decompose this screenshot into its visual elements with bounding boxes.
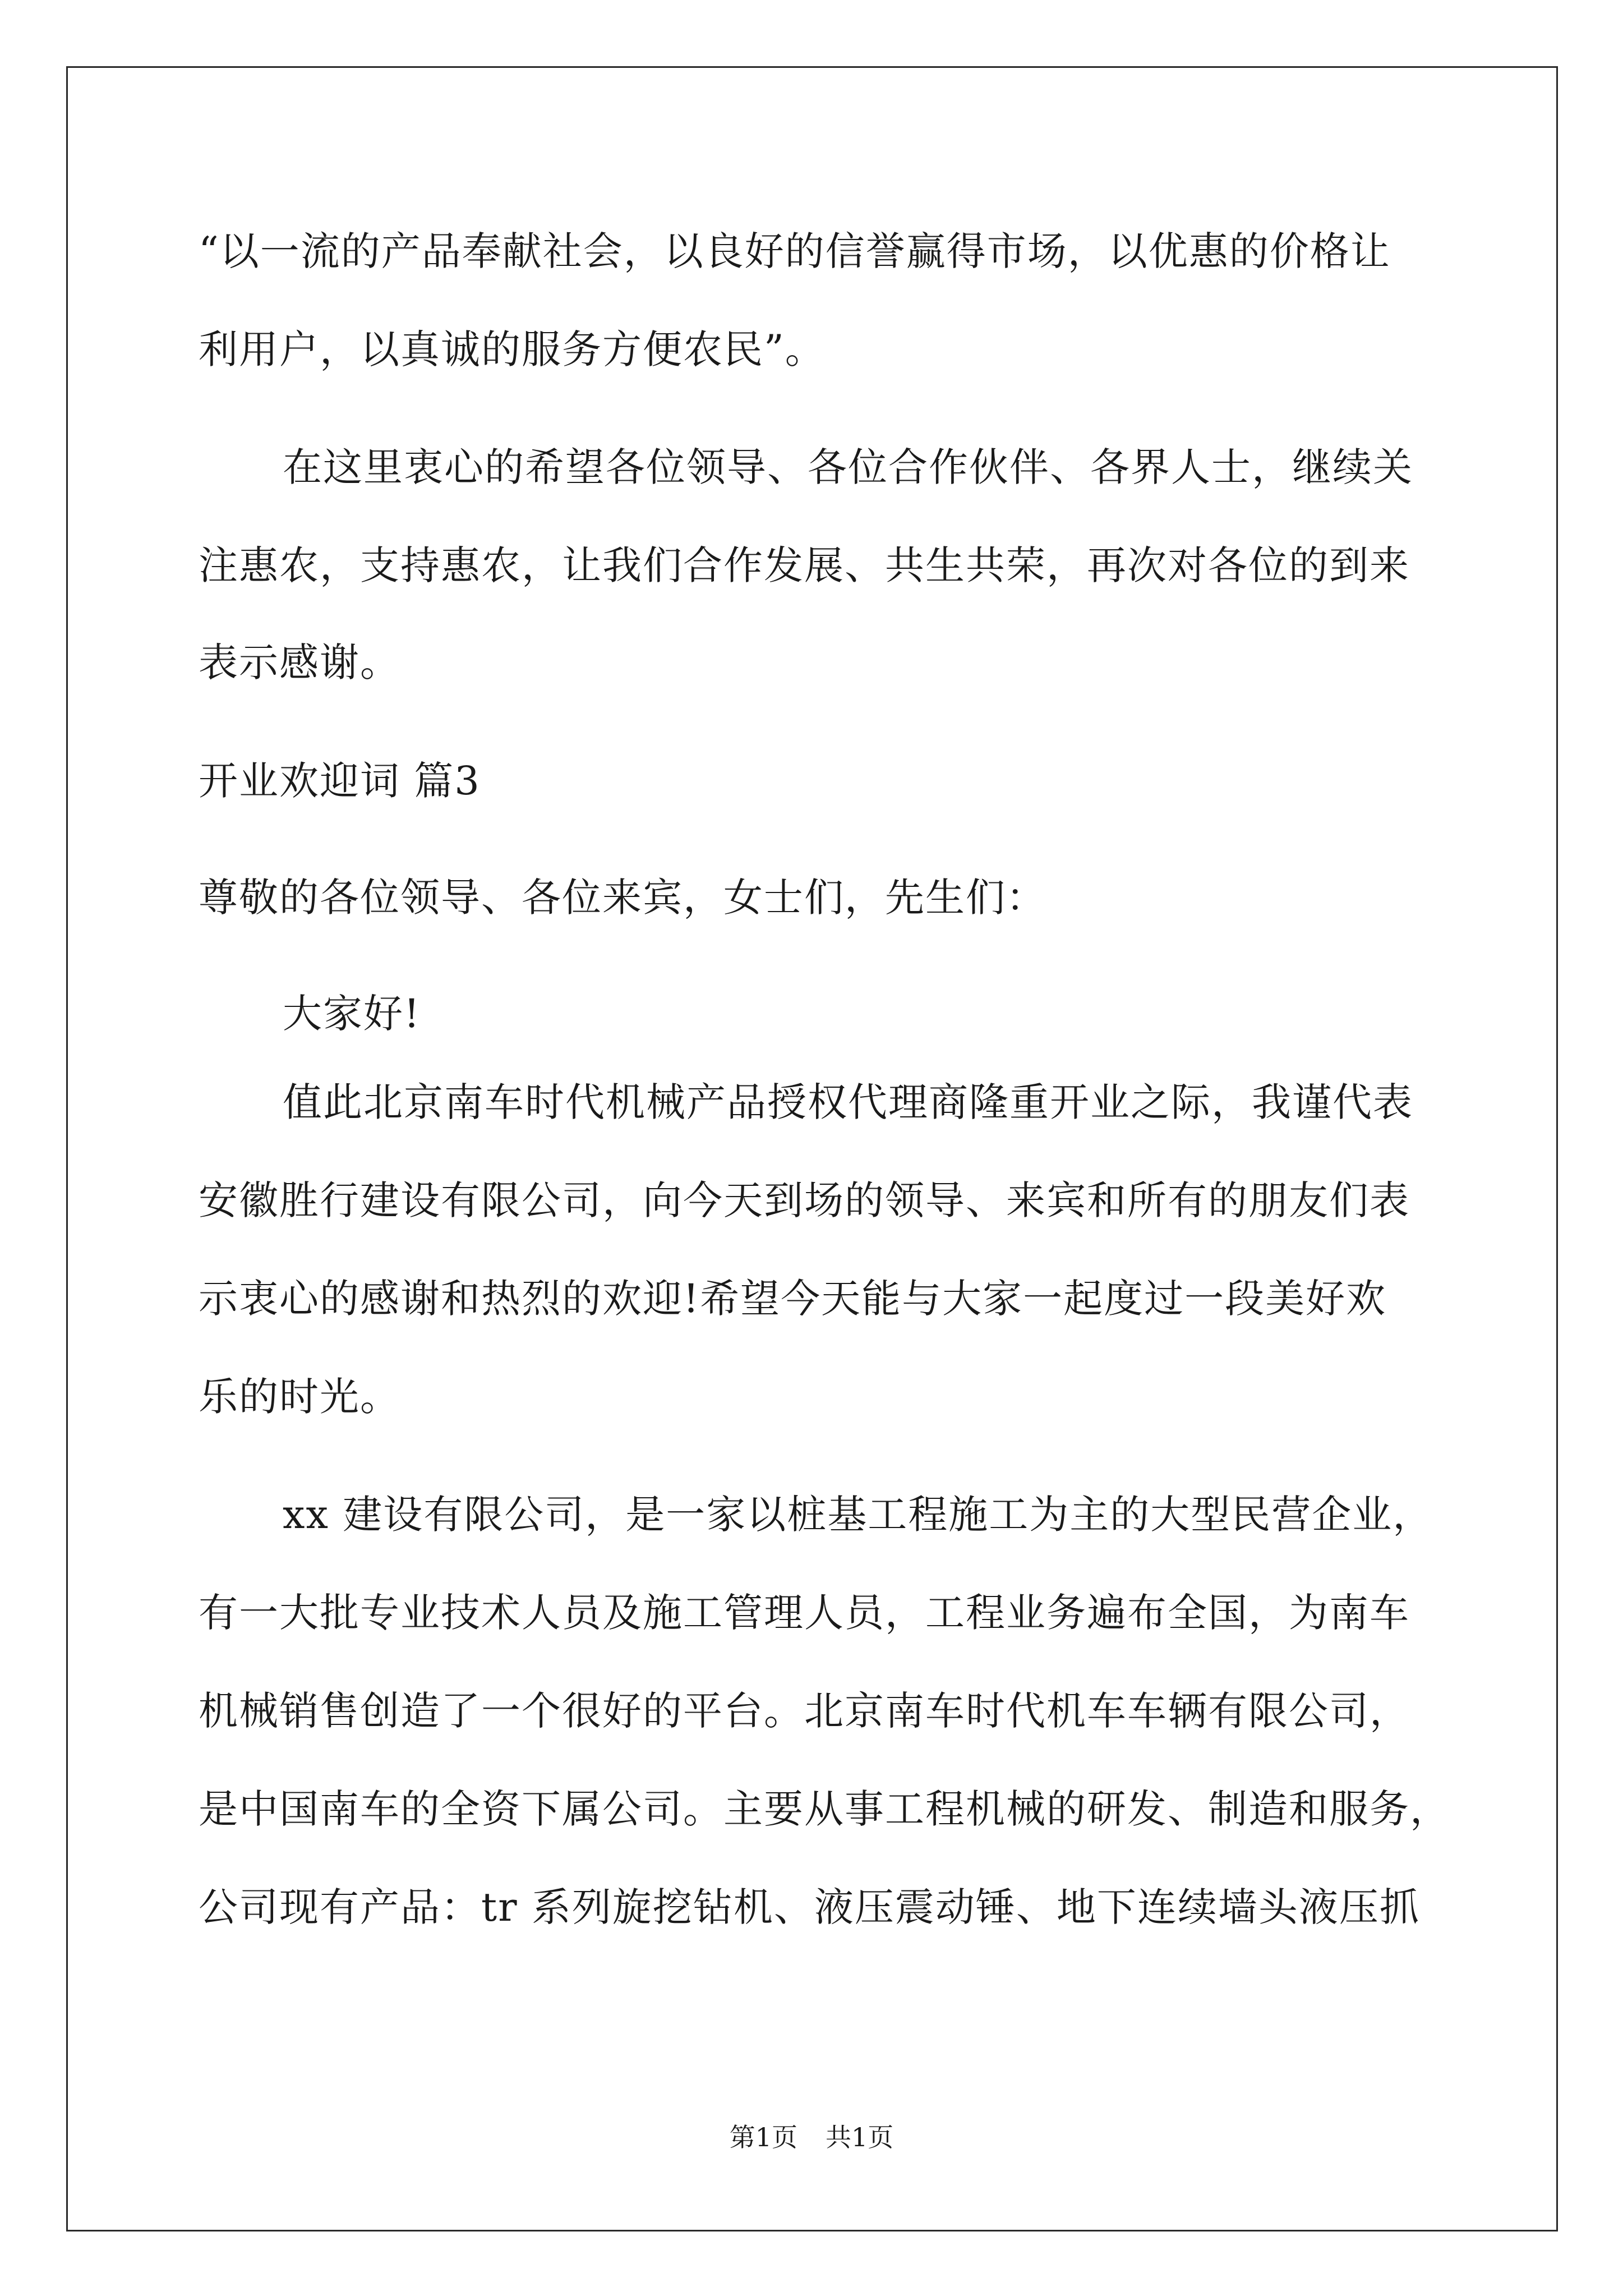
text-line: 表示感谢。 xyxy=(199,639,400,685)
text-line: 值此北京南车时代机械产品授权代理商隆重开业之际，我谨代表 xyxy=(283,1079,1413,1125)
text-line: 在这里衷心的希望各位领导、各位合作伙伴、各界人士，继续关 xyxy=(283,444,1413,490)
text-line: “以一流的产品奉献社会，以良好的信誉赢得市场，以优惠的价格让 xyxy=(199,228,1391,274)
page-footer xyxy=(0,2120,1623,2154)
total-pages: 共1页 xyxy=(826,2122,894,2152)
text-line: 利用户，以真诚的服务方便农民”。 xyxy=(199,326,826,372)
page-number: 第1页 xyxy=(729,2122,797,2152)
section-heading: 开业欢迎词 篇3 xyxy=(199,758,481,804)
text-line: xx 建设有限公司，是一家以桩基工程施工为主的大型民营企业， xyxy=(283,1492,1433,1538)
salutation: 尊敬的各位领导、各位来宾，女士们，先生们： xyxy=(199,875,1046,921)
text-line: 注惠农，支持惠农，让我们合作发展、共生共荣，再次对各位的到来 xyxy=(199,542,1410,588)
text-line: 公司现有产品：tr 系列旋挖钻机、液压震动锤、地下连续墙头液压抓 xyxy=(199,1884,1420,1930)
text-line: 乐的时光。 xyxy=(199,1374,400,1420)
text-line: 示衷心的感谢和热烈的欢迎!希望今天能与大家一起度过一段美好欢 xyxy=(199,1276,1387,1322)
greeting: 大家好! xyxy=(283,991,421,1037)
text-line: 是中国南车的全资下属公司。主要从事工程机械的研发、制造和服务， xyxy=(199,1786,1450,1832)
text-line: 安徽胜行建设有限公司，向今天到场的领导、来宾和所有的朋友们表 xyxy=(199,1177,1410,1223)
text-line: 有一大批专业技术人员及施工管理人员，工程业务遍布全国，为南车 xyxy=(199,1590,1410,1636)
text-line: 机械销售创造了一个很好的平台。北京南车时代机车车辆有限公司， xyxy=(199,1688,1410,1734)
